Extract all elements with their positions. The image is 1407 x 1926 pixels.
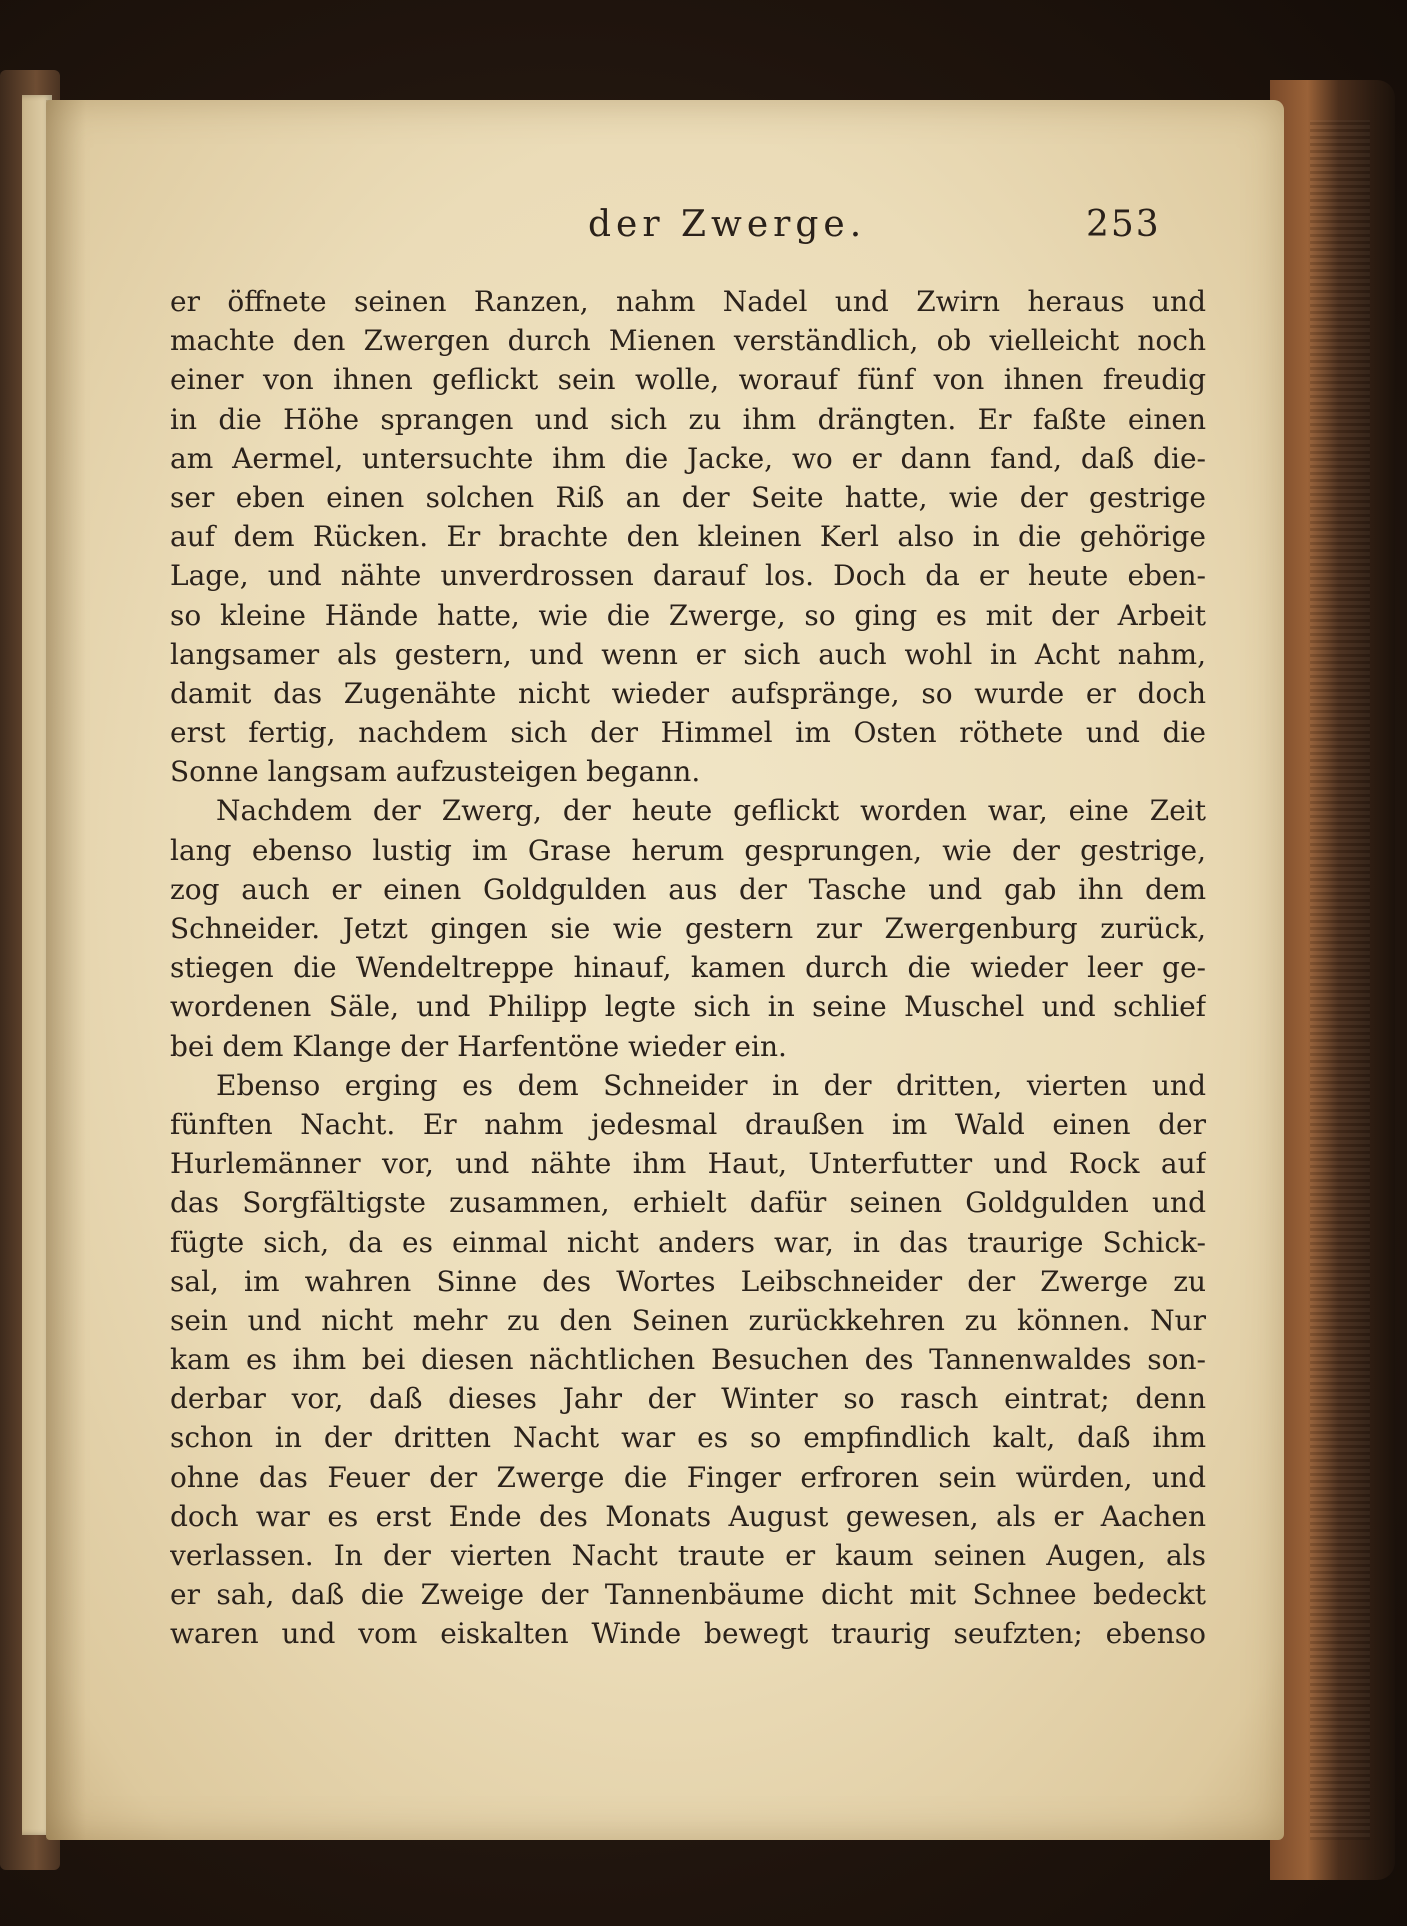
text-line: so kleine Hände hatte, wie die Zwerge, so ging es mit der Arbeit [170,598,1206,632]
text-line: Ebenso erging es dem Schneider in der dritten, vierten und [216,1068,1206,1102]
text-line: fügte sich, da es einmal nicht anders war, in das traurige Schick- [170,1225,1206,1259]
text-line: fünften Nacht. Er nahm jedesmal draußen im Wald einen der [170,1107,1206,1141]
body-text [170,282,1206,1654]
running-head-title: der Zwerge. [588,204,867,245]
text-line: am Aermel, untersuchte ihm die Jacke, wo er dann fand, daß die- [170,441,1206,475]
text-line: bei dem Klange der Harfentöne wieder ein. [170,1029,787,1063]
text-line: sein und nicht mehr zu den Seinen zurückkehren zu können. Nur [170,1303,1206,1337]
text-line: Hurlemänner vor, und nähte ihm Haut, Unterfutter und Rock auf [170,1147,1206,1181]
text-line: in die Höhe sprangen und sich zu ihm drängten. Er faßte einen [170,402,1206,436]
text-line: Nachdem der Zwerg, der heute geflickt worden war, eine Zeit [216,794,1206,828]
text-line: ser eben einen solchen Riß an der Seite hatte, wie der gestrige [170,480,1206,514]
text-line: lang ebenso lustig im Grase herum gesprungen, wie der gestrige, [170,833,1206,867]
book-spine-cover-right [1270,80,1395,1880]
text-line: stiegen die Wendeltreppe hinauf, kamen durch die wieder leer ge- [170,951,1206,985]
text-line: doch war es erst Ende des Monats August gewesen, als er Aachen [170,1499,1206,1533]
text-line: damit das Zugenähte nicht wieder aufspränge, so wurde er doch [170,676,1206,710]
text-line: Schneider. Jetzt gingen sie wie gestern zur Zwergenburg zurück, [170,912,1206,945]
gutter-shadow [46,100,86,1840]
text-line: verlassen. In der vierten Nacht traute er kaum seinen Augen, als [170,1539,1206,1572]
book-page [46,100,1284,1840]
text-line: derbar vor, daß dieses Jahr der Winter so rasch eintrat; denn [170,1382,1206,1416]
text-line: Lage, und nähte unverdrossen darauf los. Doch da er heute eben- [170,559,1206,593]
text-line: einer von ihnen geflickt sein wolle, worauf fünf von ihnen freudig [170,363,1206,397]
text-line: er sah, daß die Zweige der Tannenbäume dicht mit Schnee bedeckt [170,1578,1206,1612]
text-line: auf dem Rücken. Er brachte den kleinen Kerl also in die gehörige [170,520,1206,554]
text-line: ohne das Feuer der Zwerge die Finger erfroren sein würden, und [170,1460,1206,1494]
text-line: erst fertig, nachdem sich der Himmel im Osten röthete und die [170,716,1206,750]
text-line: er öffnete seinen Ranzen, nahm Nadel und Zwirn heraus und [170,285,1206,318]
text-line: kam es ihm bei diesen nächtlichen Besuchen des Tannenwaldes son- [170,1343,1206,1377]
text-line: Sonne langsam aufzusteigen begann. [170,755,701,789]
running-head [46,204,1284,264]
text-line: schon in der dritten Nacht war es so empfindlich kalt, daß ihm [170,1421,1206,1455]
text-line: langsamer als gestern, und wenn er sich auch wohl in Acht nahm, [170,637,1206,671]
text-line: wordenen Säle, und Philipp legte sich in seine Muschel und schlief [170,990,1206,1024]
text-line: sal, im wahren Sinne des Wortes Leibschneider der Zwerge zu [170,1264,1206,1298]
text-line: zog auch er einen Goldgulden aus der Tasche und gab ihn dem [170,872,1206,906]
text-line: waren und vom eiskalten Winde bewegt traurig seufzten; ebenso [170,1617,1206,1651]
text-line: machte den Zwergen durch Mienen verständlich, ob vielleicht noch [170,324,1206,358]
text-line: das Sorgfältigste zusammen, erhielt dafür seinen Goldgulden und [170,1186,1206,1220]
page-number: 253 [1086,204,1161,245]
